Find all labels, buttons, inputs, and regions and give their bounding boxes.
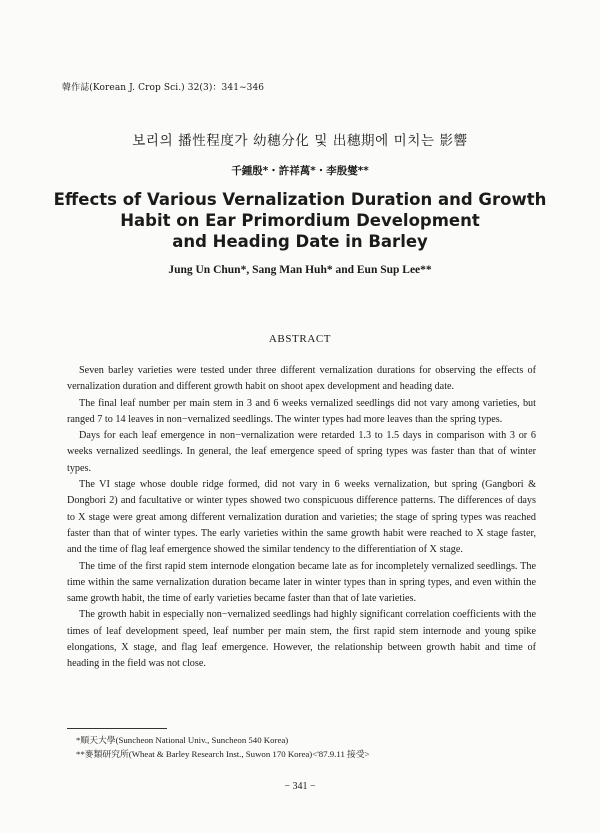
abstract-paragraph: The growth habit in especially non−vernalized seedlings had highly significant correlation coefficients with the times of leaf development speed, leaf number per main stem, the first rapid stem internode and young spike elongations, X stage, and flag leaf emergence. However, the relationship between growth habit and time of heading in the field was not close. — [67, 609, 536, 670]
footnote-affiliation-1: *順天大學(Suncheon National Univ., Suncheon 540 Korea) — [76, 735, 289, 745]
abstract-body — [67, 363, 536, 673]
english-title-line-1: Effects of Various Vernalization Duration and Growth — [53, 190, 547, 209]
korean-title: 보리의 播性程度가 幼穗分化 및 出穗期에 미치는 影響 — [132, 133, 468, 149]
english-title-line-2: Habit on Ear Primordium Development — [120, 211, 480, 230]
abstract-heading: ABSTRACT — [268, 333, 332, 345]
footnote-affiliation-2: **麥類研究所(Wheat & Barley Research Inst., Suwon 170 Korea)<'87.9.11 接受> — [76, 749, 370, 759]
page-number: − 341 − — [284, 781, 316, 792]
english-title-line-3: and Heading Date in Barley — [172, 232, 428, 251]
journal-citation: 韓作誌(Korean J. Crop Sci.) 32(3)：341∼346 — [62, 83, 265, 93]
korean-authors: 千鍾殷*・許祥萬*・李殷燮** — [231, 165, 369, 177]
abstract-paragraph: The time of the first rapid stem internode elongation became late as for incompletely vernalized seedlings. The time within the same vernalization duration became later in winter types than in spring types, and even within the same growth habit, the time of early varieties became faster than that of late varieties. — [67, 560, 536, 605]
english-authors: Jung Un Chun*, Sang Man Huh* and Eun Sup Lee** — [168, 264, 432, 276]
footnote-divider — [67, 728, 167, 729]
english-title — [0, 189, 600, 252]
abstract-paragraph: The final leaf number per main stem in 3 and 6 weeks vernalized seedlings did not vary among varieties, but ranged 7 to 14 leaves in non−vernalized seedlings. The winter types had more leaves than the spring types. — [67, 397, 536, 425]
abstract-paragraph: Seven barley varieties were tested under three different vernalization durations for observing the effects of vernalization duration and different growth habit on shoot apex development and heading date. — [67, 365, 536, 393]
abstract-paragraph: The VI stage whose double ridge formed, did not vary in 6 weeks vernalization, but spring (Gangbori & Dongbori 2) and facultative or winter types showed two conspicuous difference patterns. The differences of days to X stage were great among different vernalization duration and varieties; the stage of spring types was reached faster than that of winter types. The early varieties within the same growth habit were reached to X stage faster, and the time of flag leaf emergence showed the similar tendency to the differentiation of X stage. — [67, 479, 536, 556]
abstract-paragraph: Days for each leaf emergence in non−vernalization were retarded 1.3 to 1.5 days in comparison with 3 or 6 weeks vernalized seedlings. In general, the leaf emergence speed of spring types was faster than that of winter types. — [67, 430, 536, 474]
footnotes — [76, 733, 370, 761]
